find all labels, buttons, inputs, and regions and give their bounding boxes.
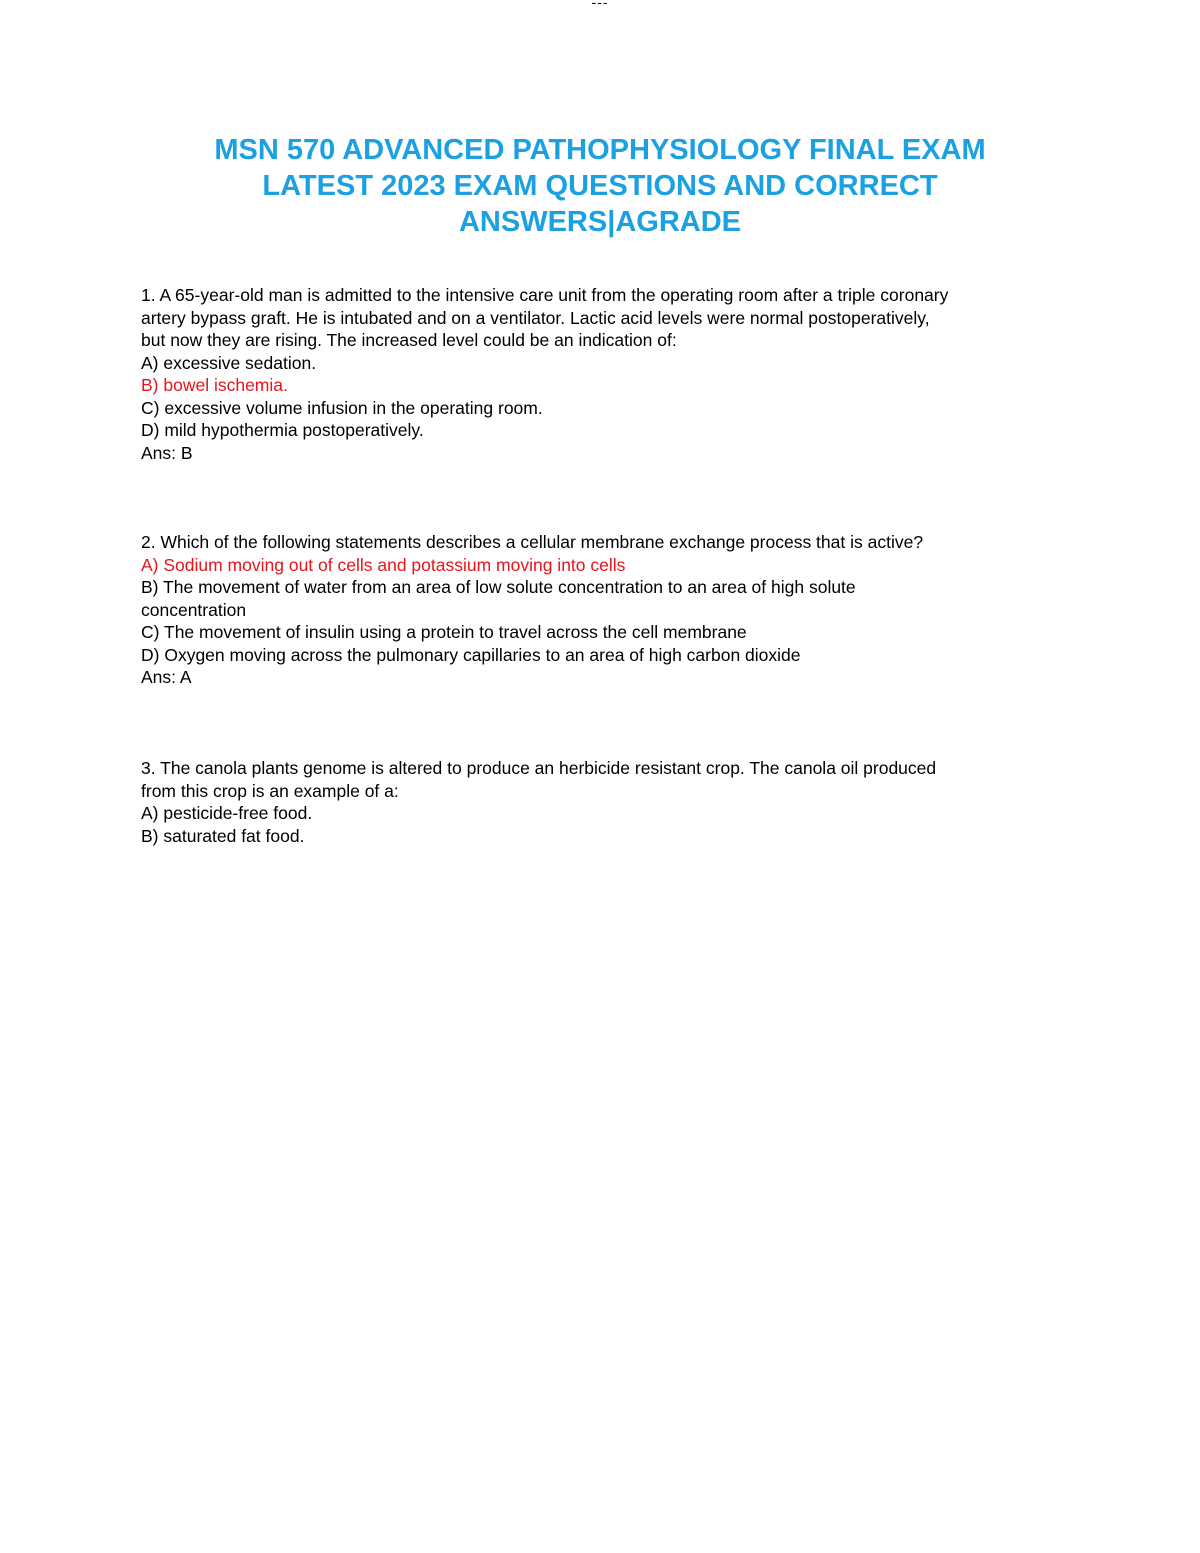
answer-option-a-correct: A) Sodium moving out of cells and potassium moving into cells [141,554,626,575]
question-2 [141,531,1071,689]
question-number: 2 [141,532,151,552]
question-stem-line: artery bypass graft. He is intubated and on a ventilator. Lactic acid levels were normal postoperatively, [141,307,930,328]
answer-option-c: C) excessive volume infusion in the operating room. [141,397,543,418]
question-stem-line: from this crop is an example of a: [141,780,399,801]
answer-option-a: A) excessive sedation. [141,352,317,373]
title-line-1: MSN 570 ADVANCED PATHOPHYSIOLOGY FINAL EXAM [214,134,986,166]
title-line-2: LATEST 2023 EXAM QUESTIONS AND CORRECT [262,170,938,202]
question-stem-line: but now they are rising. The increased level could be an indication of: [141,330,677,350]
answer-option-b-correct: B) bowel ischemia. [141,375,288,395]
title-line-3: ANSWERS|AGRADE [458,206,741,238]
answer-option-b: B) saturated fat food. [141,825,305,846]
answer-option-b-continued: concentration [141,599,247,620]
answer-key: Ans: A [141,667,192,687]
question-stem-line: 2. Which of the following statements describes a cellular membrane exchange process that is active? [141,532,924,552]
answer-option-c: C) The movement of insulin using a protein to travel across the cell membrane [141,622,747,642]
answer-option-a: A) pesticide-free food. [141,803,313,823]
question-stem-line: 3. The canola plants genome is altered to produce an herbicide resistant crop. The canola oil produced [141,758,937,778]
question-number: 1 [141,285,151,305]
answer-key: Ans: B [141,442,193,463]
question-1 [141,284,1071,464]
answer-option-d: D) Oxygen moving across the pulmonary capillaries to an area of high carbon dioxide [141,644,801,665]
question-number: 3 [141,758,151,778]
question-stem-line: 1. A 65-year-old man is admitted to the intensive care unit from the operating room after a triple coronary [141,285,949,305]
document-title [100,132,1100,240]
answer-option-b: B) The movement of water from an area of low solute concentration to an area of high solute [141,577,856,597]
answer-option-d: D) mild hypothermia postoperatively. [141,420,424,440]
page-mark: --- [591,0,609,10]
question-3 [141,757,1071,847]
